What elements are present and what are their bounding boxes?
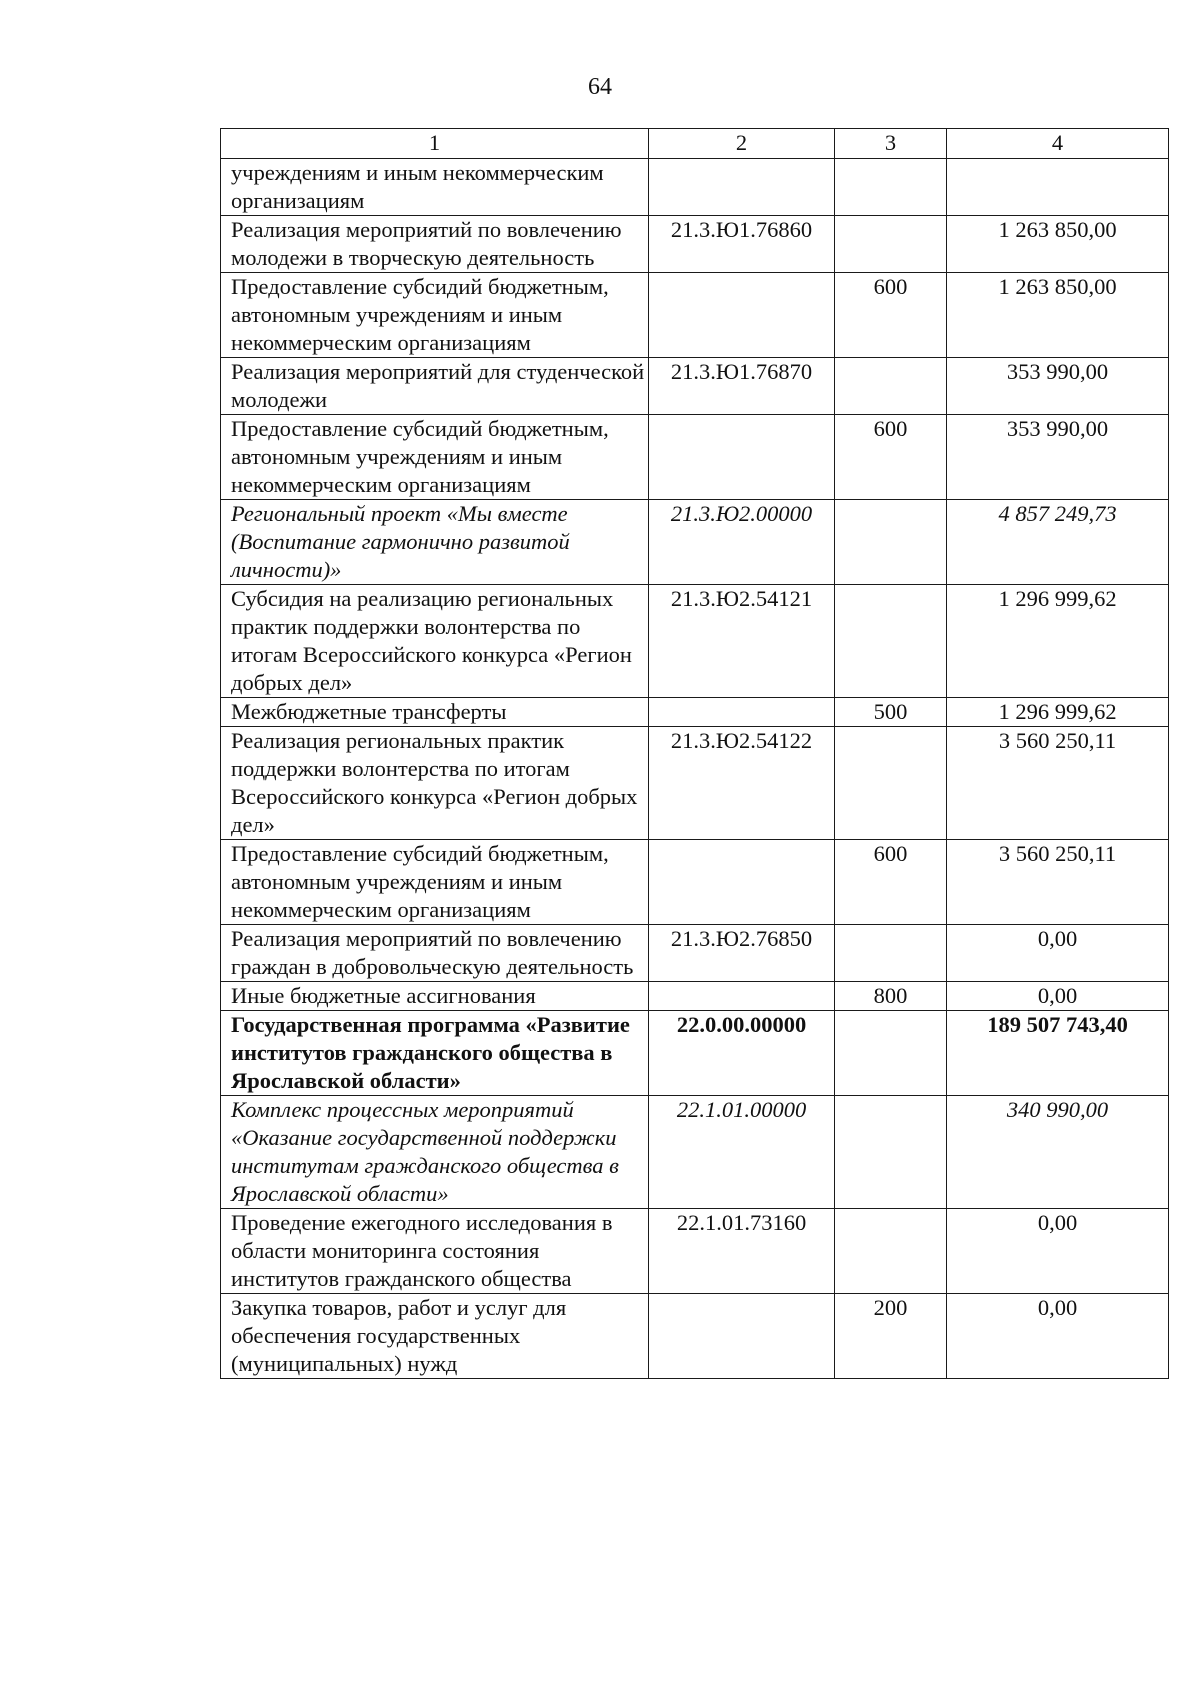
- cell-type: [835, 159, 947, 216]
- cell-type: [835, 500, 947, 585]
- cell-code: 21.3.Ю1.76860: [649, 216, 835, 273]
- table-row: [221, 358, 1169, 415]
- cell-name: Реализация региональных практик поддержки волонтерства по итогам Всероссийского конкурса «Регион добрых дел»: [221, 727, 649, 840]
- table-row: [221, 840, 1169, 925]
- cell-type: 500: [835, 698, 947, 727]
- cell-code: [649, 415, 835, 500]
- cell-amount: 0,00: [947, 925, 1169, 982]
- cell-name: Предоставление субсидий бюджетным, автономным учреждениям и иным некоммерческим организациям: [221, 273, 649, 358]
- cell-code: 21.3.Ю1.76870: [649, 358, 835, 415]
- cell-name: Предоставление субсидий бюджетным, автономным учреждениям и иным некоммерческим организациям: [221, 415, 649, 500]
- cell-amount: 1 263 850,00: [947, 273, 1169, 358]
- cell-code: [649, 840, 835, 925]
- cell-code: 21.3.Ю2.54121: [649, 585, 835, 698]
- cell-type: [835, 727, 947, 840]
- cell-amount: 0,00: [947, 1294, 1169, 1379]
- cell-name: Закупка товаров, работ и услуг для обеспечения государственных (муниципальных) нужд: [221, 1294, 649, 1379]
- cell-type: [835, 216, 947, 273]
- cell-amount: 0,00: [947, 982, 1169, 1011]
- cell-type: [835, 1011, 947, 1096]
- column-header-2: 2: [649, 129, 835, 159]
- cell-type: [835, 1209, 947, 1294]
- cell-type: 600: [835, 273, 947, 358]
- cell-type: 200: [835, 1294, 947, 1379]
- cell-code: 22.1.01.00000: [649, 1096, 835, 1209]
- cell-code: [649, 1294, 835, 1379]
- header-row: [221, 129, 1169, 159]
- table-row: [221, 216, 1169, 273]
- cell-amount: 1 263 850,00: [947, 216, 1169, 273]
- table-row: [221, 982, 1169, 1011]
- cell-type: [835, 358, 947, 415]
- table-body: [221, 159, 1169, 1379]
- table-row: [221, 1011, 1169, 1096]
- table-row: [221, 1096, 1169, 1209]
- cell-amount: 189 507 743,40: [947, 1011, 1169, 1096]
- cell-amount: [947, 159, 1169, 216]
- table-row: [221, 1209, 1169, 1294]
- cell-name: Субсидия на реализацию региональных практик поддержки волонтерства по итогам Всероссийского конкурса «Регион добрых дел»: [221, 585, 649, 698]
- cell-code: 21.3.Ю2.76850: [649, 925, 835, 982]
- cell-code: 21.3.Ю2.00000: [649, 500, 835, 585]
- cell-name: Реализация мероприятий для студенческой молодежи: [221, 358, 649, 415]
- cell-code: [649, 698, 835, 727]
- cell-type: 600: [835, 415, 947, 500]
- cell-type: 800: [835, 982, 947, 1011]
- cell-amount: 4 857 249,73: [947, 500, 1169, 585]
- cell-amount: 1 296 999,62: [947, 585, 1169, 698]
- table-row: [221, 415, 1169, 500]
- cell-type: [835, 925, 947, 982]
- cell-name: Межбюджетные трансферты: [221, 698, 649, 727]
- cell-code: 22.1.01.73160: [649, 1209, 835, 1294]
- table-row: [221, 727, 1169, 840]
- cell-amount: 3 560 250,11: [947, 727, 1169, 840]
- column-header-4: 4: [947, 129, 1169, 159]
- table-row: [221, 925, 1169, 982]
- cell-code: 22.0.00.00000: [649, 1011, 835, 1096]
- cell-name: Иные бюджетные ассигнования: [221, 982, 649, 1011]
- cell-name: Проведение ежегодного исследования в области мониторинга состояния институтов гражданского общества: [221, 1209, 649, 1294]
- cell-amount: 3 560 250,11: [947, 840, 1169, 925]
- table-row: [221, 698, 1169, 727]
- cell-name: учреждениям и иным некоммерческим организациям: [221, 159, 649, 216]
- cell-name: Комплекс процессных мероприятий «Оказание государственной поддержки институтам гражданского общества в Ярославской области»: [221, 1096, 649, 1209]
- cell-name: Реализация мероприятий по вовлечению молодежи в творческую деятельность: [221, 216, 649, 273]
- cell-amount: 1 296 999,62: [947, 698, 1169, 727]
- cell-amount: 353 990,00: [947, 415, 1169, 500]
- page-number: 64: [588, 74, 612, 100]
- column-header-3: 3: [835, 129, 947, 159]
- cell-code: [649, 273, 835, 358]
- table-row: [221, 500, 1169, 585]
- cell-type: 600: [835, 840, 947, 925]
- cell-amount: 340 990,00: [947, 1096, 1169, 1209]
- cell-name: Предоставление субсидий бюджетным, автономным учреждениям и иным некоммерческим организациям: [221, 840, 649, 925]
- table-row: [221, 273, 1169, 358]
- column-header-1: 1: [221, 129, 649, 159]
- budget-table: [220, 128, 1169, 1379]
- table-row: [221, 1294, 1169, 1379]
- cell-name: Государственная программа «Развитие институтов гражданского общества в Ярославской области»: [221, 1011, 649, 1096]
- cell-type: [835, 585, 947, 698]
- cell-name: Региональный проект «Мы вместе (Воспитание гармонично развитой личности)»: [221, 500, 649, 585]
- cell-type: [835, 1096, 947, 1209]
- cell-amount: 0,00: [947, 1209, 1169, 1294]
- cell-name: Реализация мероприятий по вовлечению граждан в добровольческую деятельность: [221, 925, 649, 982]
- cell-code: [649, 982, 835, 1011]
- cell-amount: 353 990,00: [947, 358, 1169, 415]
- table-row: [221, 585, 1169, 698]
- table-row: [221, 159, 1169, 216]
- cell-code: 21.3.Ю2.54122: [649, 727, 835, 840]
- cell-code: [649, 159, 835, 216]
